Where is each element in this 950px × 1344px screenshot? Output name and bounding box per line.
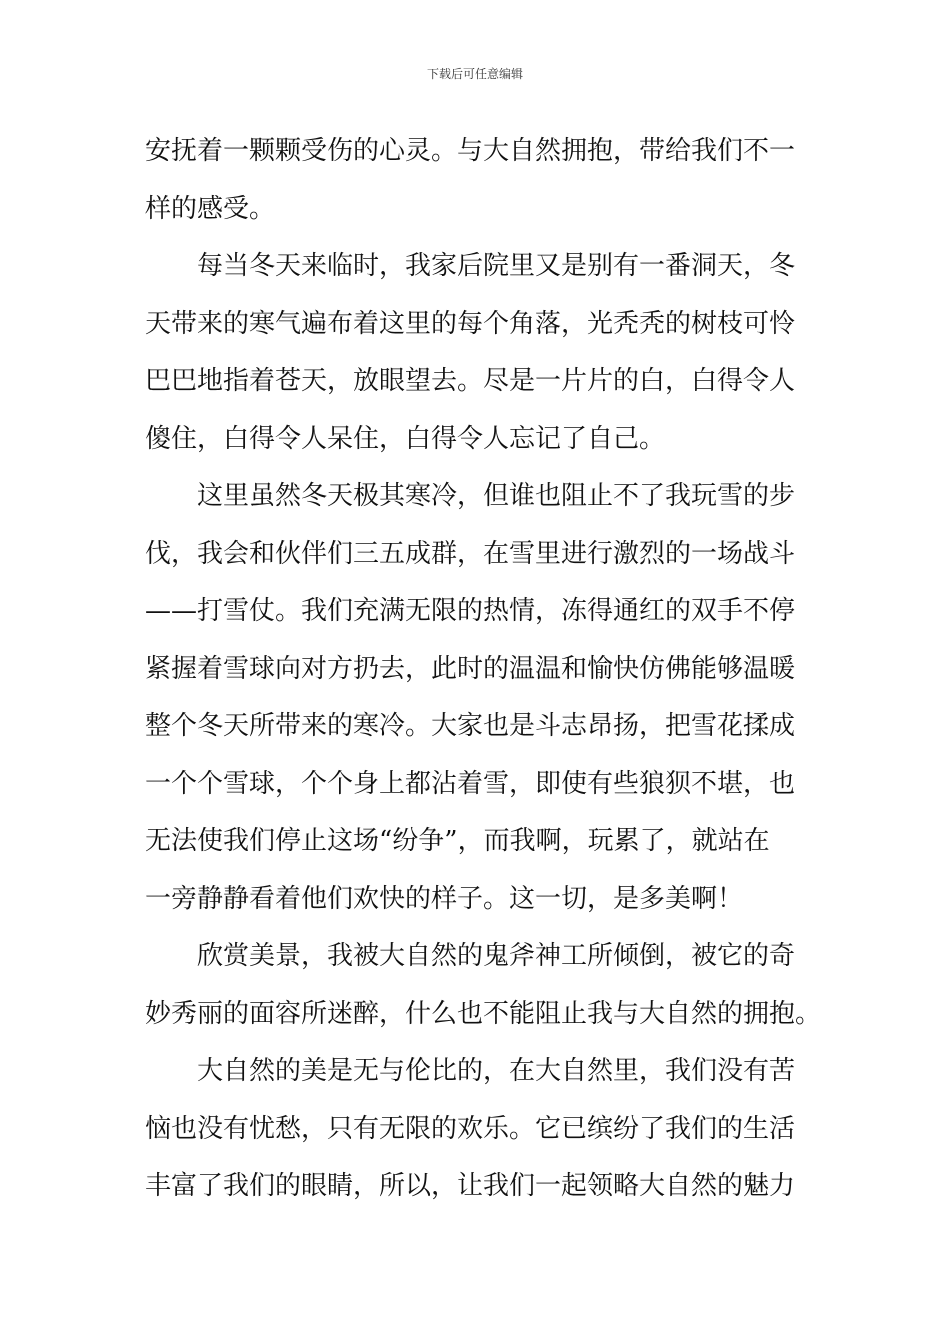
paragraph-start-line: 欣赏美景，我被大自然的鬼斧神工所倾倒，被它的奇 (197, 941, 796, 971)
text-line: 紧握着雪球向对方扔去，此时的温温和愉快仿佛能够温暖 (145, 653, 796, 684)
text-line: 恼也没有忧愁，只有无限的欢乐。它已缤纷了我们的生活 (145, 1113, 796, 1144)
paragraph-start-line: 每当冬天来临时，我家后院里又是别有一番洞天，冬 (197, 251, 796, 281)
text-line: 无法使我们停止这场“纷争”，而我啊，玩累了，就站在 (145, 826, 770, 856)
text-line: ——打雪仗。我们充满无限的热情，冻得通红的双手不停 (145, 596, 796, 626)
text-line: 傻住，白得令人呆住，白得令人忘记了自己。 (145, 423, 666, 454)
text-line: 安抚着一颗颗受伤的心灵。与大自然拥抱，带给我们不一 (145, 136, 796, 166)
text-line: 天带来的寒气遍布着这里的每个角落，光秃秃的树枝可怜 (145, 308, 796, 339)
text-line: 巴巴地指着苍天，放眼望去。尽是一片片的白，白得令人 (145, 366, 796, 396)
text-line: 一个个雪球，个个身上都沾着雪，即使有些狼狈不堪，也 (145, 768, 796, 799)
text-line: 样的感受。 (145, 193, 276, 224)
text-line: 丰富了我们的眼睛，所以，让我们一起领略大自然的魅力 (145, 1171, 796, 1201)
text-line: 伐，我会和伙伴们三五成群，在雪里进行激烈的一场战斗 (145, 538, 796, 569)
text-line: 整个冬天所带来的寒冷。大家也是斗志昂扬，把雪花揉成 (145, 711, 796, 741)
text-line: 妙秀丽的面容所迷醉，什么也不能阻止我与大自然的拥抱。 (145, 998, 822, 1029)
page-header: 下载后可任意编辑 (426, 67, 523, 81)
paragraph-start-line: 这里虽然冬天极其寒冷，但谁也阻止不了我玩雪的步 (197, 481, 796, 511)
text-line: 一旁静静看着他们欢快的样子。这一切，是多美啊！ (145, 883, 744, 914)
document-body (145, 123, 822, 1216)
paragraph-start-line: 大自然的美是无与伦比的，在大自然里，我们没有苦 (197, 1056, 796, 1086)
